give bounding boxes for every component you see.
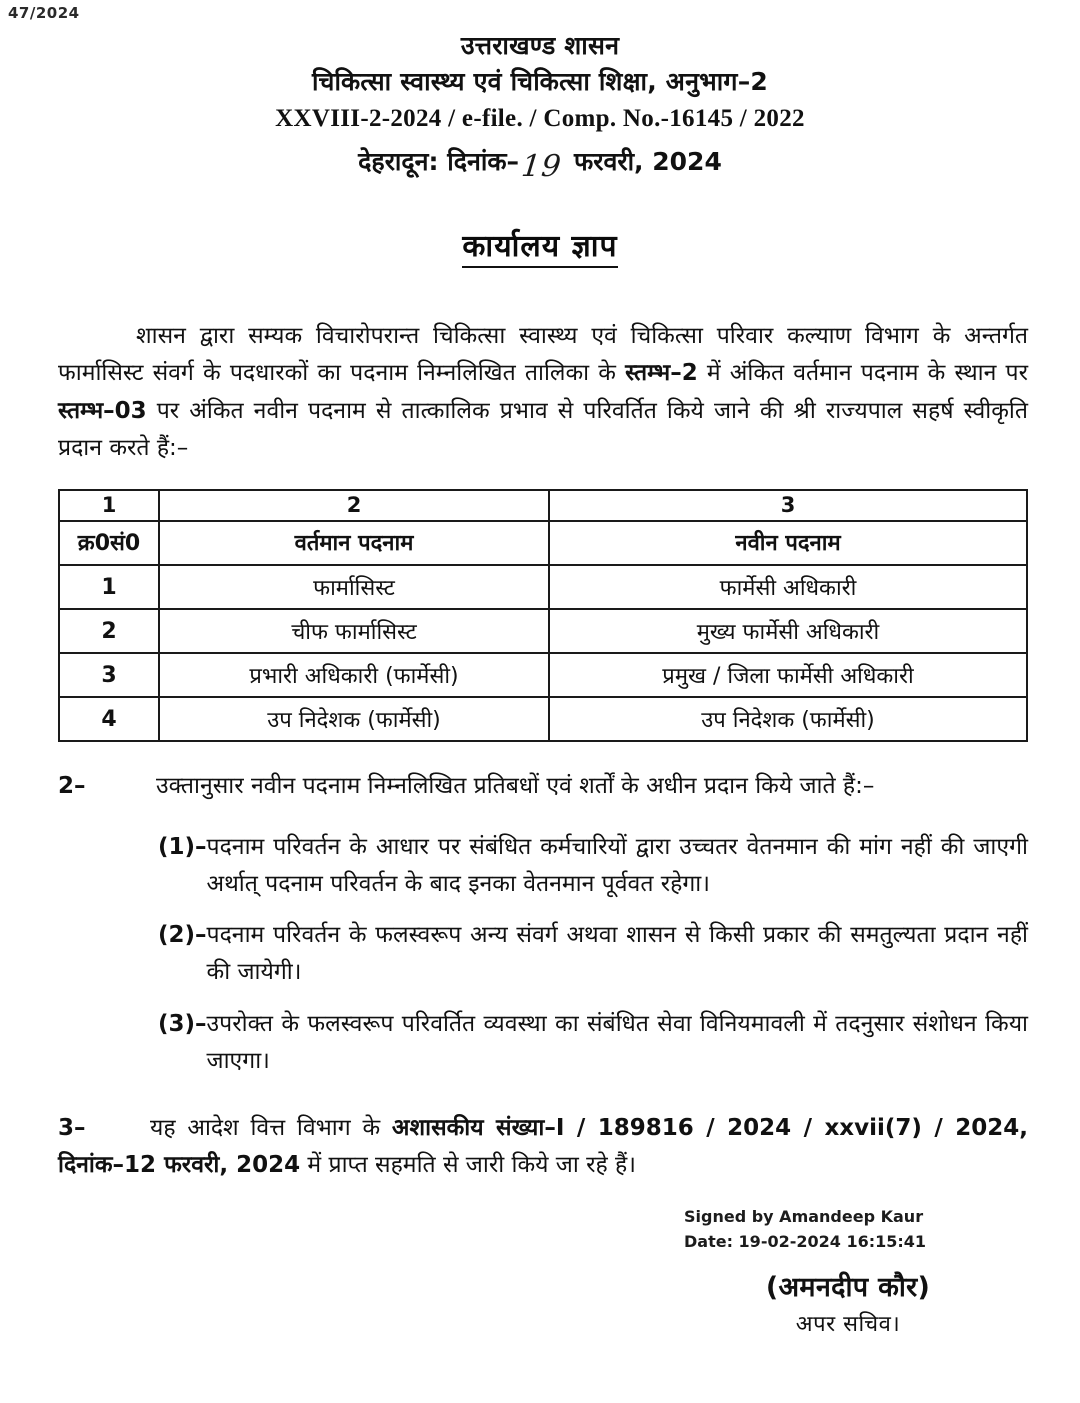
intro-bold-column-3: स्तम्भ–03 <box>58 397 147 424</box>
header-place-date <box>0 140 1080 183</box>
digital-signature-date: Date: 19-02-2024 16:15:41 <box>684 1231 927 1251</box>
sub-clause-text: उपरोक्त के फलस्वरूप परिवर्तित व्यवस्था का संबंधित सेवा विनियमावली में तदनुसार संशोधन किया जाएगा। <box>206 1011 1028 1074</box>
header-department-name: चिकित्सा स्वास्थ्य एवं चिकित्सा शिक्षा, अनुभाग–2 <box>312 66 768 96</box>
clause-3-part-1: यह आदेश वित्त विभाग के <box>150 1114 392 1141</box>
table-row-column-numbers <box>59 490 1027 521</box>
table-cell-serial: 3 <box>59 653 159 697</box>
handwritten-date-annotation: 19 <box>519 148 564 184</box>
table-row <box>59 653 1027 697</box>
header-place-date-prefix: देहरादून: दिनांक– <box>358 146 520 176</box>
sub-clause-marker: (3)– <box>158 1011 207 1038</box>
page-corner-stamp: 47/2024 <box>8 4 80 22</box>
list-item <box>158 1006 1028 1080</box>
header-government-name: उत्तराखण्ड शासन <box>460 31 620 60</box>
list-item <box>158 917 1028 991</box>
table-cell-current: फार्मासिस्ट <box>159 565 549 609</box>
table-cell-new: उप निदेशक (फार्मेसी) <box>549 697 1027 741</box>
table-header-serial: क्र0सं0 <box>59 521 159 565</box>
list-item <box>158 829 1028 903</box>
designation-table <box>58 489 1028 742</box>
sub-clause-text: पदनाम परिवर्तन के फलस्वरूप अन्य संवर्ग अथवा शासन से किसी प्रकार की समतुल्यता प्रदान नहीं की जायेगी। <box>206 922 1028 986</box>
signatory-designation: अपर सचिव। <box>795 1311 901 1337</box>
column-number-3: 3 <box>549 490 1027 521</box>
table-cell-current: चीफ फार्मासिस्ट <box>159 609 549 653</box>
clause-2-sub-list <box>158 829 1028 1080</box>
table-cell-serial: 1 <box>59 565 159 609</box>
clause-2-text: उक्तानुसार नवीन पदनाम निम्नलिखित प्रतिबधों एवं शर्तों के अधीन प्रदान किये जाते हैं:– <box>156 773 875 800</box>
clause-2-row <box>58 768 1028 805</box>
table-cell-current: प्रभारी अधिकारी (फार्मेसी) <box>159 653 549 697</box>
intro-part-3: पर अंकित नवीन पदनाम से तात्कालिक प्रभाव से परिवर्तित किये जाने की श्री राज्यपाल सहर्ष स्वीकृति प्रदान करते हैं:– <box>58 397 1028 461</box>
table-cell-new: मुख्य फार्मेसी अधिकारी <box>549 609 1027 653</box>
intro-paragraph <box>58 318 1028 467</box>
clause-2-block <box>0 768 1080 1080</box>
table-header-current-designation: वर्तमान पदनाम <box>159 521 549 565</box>
table-cell-current: उप निदेशक (फार्मेसी) <box>159 697 549 741</box>
digital-signature-signer: Signed by Amandeep Kaur <box>684 1207 924 1226</box>
designation-table-container <box>58 489 1026 742</box>
clause-3-part-2: में प्राप्त सहमति से जारी किये जा रहे हैं। <box>300 1151 636 1178</box>
table-row <box>59 565 1027 609</box>
sub-clause-marker: (2)– <box>158 922 207 949</box>
page-title: कार्यालय ज्ञाप <box>462 224 617 268</box>
table-row-headers <box>59 521 1027 565</box>
table-row <box>59 609 1027 653</box>
clause-3-block <box>58 1110 1028 1185</box>
column-number-1: 1 <box>59 490 159 521</box>
table-cell-new: फार्मेसी अधिकारी <box>549 565 1027 609</box>
clause-2-number: 2– <box>58 773 86 800</box>
clause-3-reference-number: अशासकीय संख्या–I / 189816 / 2024 / xxvii(7) / 2024, दिनांक–12 फरवरी, 2024 <box>58 1114 1029 1178</box>
memo-title-container <box>0 224 1080 268</box>
column-number-2: 2 <box>159 490 549 521</box>
header-place-date-suffix: फरवरी, 2024 <box>565 146 722 176</box>
signatory-name: (अमनदीप कौर) <box>765 1271 931 1303</box>
document-header <box>0 28 1080 182</box>
signature-block <box>678 1205 1018 1338</box>
table-cell-serial: 4 <box>59 697 159 741</box>
table-row <box>59 697 1027 741</box>
intro-part-1: शासन द्वारा सम्यक विचारोपरान्त चिकित्सा स्वास्थ्य एवं चिकित्सा परिवार कल्याण विभाग के अन्तर्गत फार्मासिस्ट संवर्ग के पदधारकों का पदनाम निम्नलिखित तालिका के <box>58 323 1028 387</box>
table-cell-serial: 2 <box>59 609 159 653</box>
intro-part-2: में अंकित वर्तमान पदनाम के स्थान पर <box>697 360 1028 387</box>
clause-3-number: 3– <box>58 1114 86 1141</box>
table-cell-new: प्रमुख / जिला फार्मेसी अधिकारी <box>549 653 1027 697</box>
intro-bold-column-2: स्तम्भ–2 <box>625 360 698 387</box>
table-header-new-designation: नवीन पदनाम <box>549 521 1027 565</box>
sub-clause-marker: (1)– <box>158 833 207 860</box>
sub-clause-text: पदनाम परिवर्तन के आधार पर संबंधित कर्मचारियों द्वारा उच्चतर वेतनमान की मांग नहीं की जाएगी अर्थात् पदनाम परिवर्तन के बाद इनका वेतनमान पूर्ववत रहेगा। <box>206 833 1028 897</box>
header-file-reference: XXVIII-2-2024 / e-file. / Comp. No.-16145 / 2022 <box>275 105 805 132</box>
